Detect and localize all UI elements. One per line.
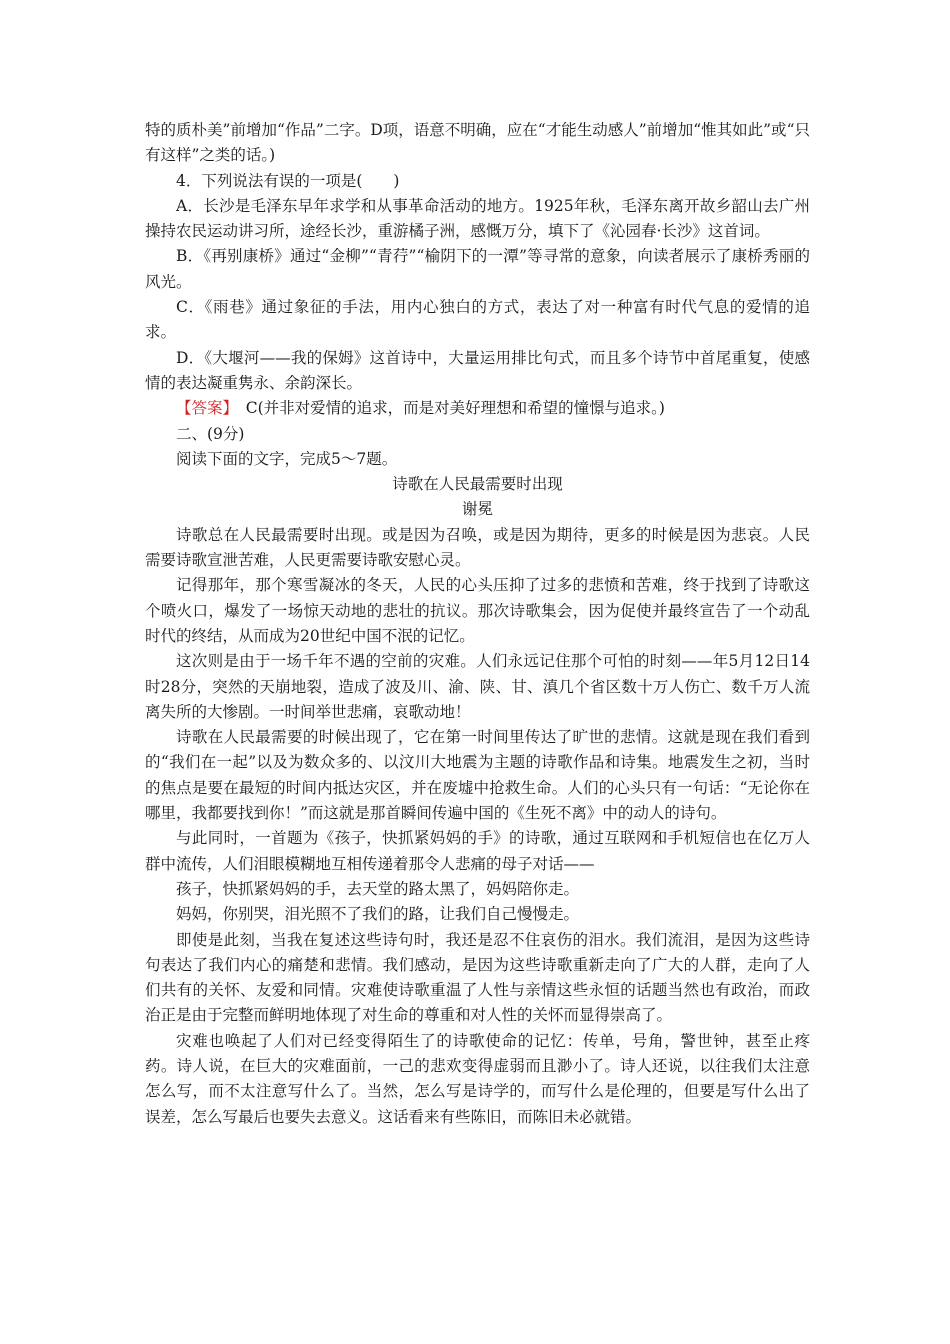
answer-tag: 【答案】 bbox=[176, 399, 231, 418]
article-paragraph: 与此同时，一首题为《孩子，快抓紧妈妈的手》的诗歌，通过互联网和手机短信也在亿万人群中流传，人们泪眼模糊地互相传递着那令人悲痛的母子对话—— bbox=[145, 829, 810, 873]
question-4: 4．下列说法有误的一项是( ) bbox=[176, 171, 400, 190]
article-title: 诗歌在人民最需要时出现 bbox=[392, 475, 563, 494]
article-paragraph: 即使是此刻，当我在复述这些诗句时，我还是忍不住哀伤的泪水。我们流泪，是因为这些诗句表达了我们内心的痛楚和悲情。我们感动，是因为这些诗歌重新走向了广大的人群，走向了人们共有的关怀、友爱和同情。灾难使诗歌重温了人性与亲情这些永恒的话题当然也有政治，而政治正是由于完整而鲜明地体现了对生命的尊重和对人性的关怀而显得崇高了。 bbox=[145, 930, 810, 1025]
option-d: D．《大堰河——我的保姆》这首诗中，大量运用排比句式，而且多个诗节中首尾重复，使感情的表达凝重隽永、余韵深长。 bbox=[145, 348, 810, 392]
poem-line: 孩子，快抓紧妈妈的手，去天堂的路太黑了，妈妈陪你走。 bbox=[176, 879, 580, 898]
article-author: 谢冕 bbox=[461, 500, 493, 519]
option-a: A．长沙是毛泽东早年求学和从事革命活动的地方。1925年秋，毛泽东离开故乡韶山去广州操持农民运动讲习所，途经长沙，重游橘子洲，感慨万分，填下了《沁园春·长沙》这首词。 bbox=[145, 196, 810, 241]
article-paragraph: 这次则是由于一场千年不遇的空前的灾难。人们永远记住那个可怕的时刻——年5月12日14时28分，突然的天崩地裂，造成了波及川、渝、陕、甘、滇几个省区数十万人伤亡、数千万人流离失所的大惨剧。一时间举世悲痛，哀歌动地！ bbox=[145, 652, 810, 721]
article-paragraph: 诗歌在人民最需要的时候出现了，它在第一时间里传达了旷世的悲情。这就是现在我们看到的“我们在一起”以及为数众多的、以汶川大地震为主题的诗歌作品和诗集。地震发生之初，当时的焦点是要在最短的时间内抵达灾区，并在废墟中抢救生命。人们的心头只有一句话：“无论你在哪里，我都要找到你！”而这就是那首瞬间传遍中国的《生死不离》中的动人的诗句。 bbox=[145, 728, 810, 823]
reading-instruction: 阅读下面的文字，完成5～7题。 bbox=[176, 449, 398, 468]
poem-line: 妈妈，你别哭，泪光照不了我们的路，让我们自己慢慢走。 bbox=[176, 905, 580, 924]
option-c: C．《雨巷》通过象征的手法，用内心独白的方式，表达了对一种富有时代气息的爱情的追求。 bbox=[145, 298, 810, 342]
document-page bbox=[145, 118, 810, 1130]
article-paragraph: 灾难也唤起了人们对已经变得陌生了的诗歌使命的记忆：传单，号角，警世钟，甚至止疼药。诗人说，在巨大的灾难面前，一己的悲欢变得虚弱而且渺小了。诗人还说，以往我们太注意怎么写，而不太注意写什么了。当然，怎么写是诗学的，而写什么是伦理的，但要是写什么出了误差，怎么写最后也要失去意义。这话看来有些陈旧，而陈旧未必就错。 bbox=[145, 1031, 810, 1126]
article-paragraph: 记得那年，那个寒雪凝冰的冬天，人民的心头压抑了过多的悲愤和苦难，终于找到了诗歌这个喷火口，爆发了一场惊天动地的悲壮的抗议。那次诗歌集会，因为促使并最终宣告了一个动乱时代的终结，从而成为20世纪中国不泯的记忆。 bbox=[145, 576, 810, 645]
section-heading: 二、(9分) bbox=[176, 424, 245, 443]
option-b: B．《再别康桥》通过“金柳”“青荇”“榆阴下的一潭”等寻常的意象，向读者展示了康桥秀丽的风光。 bbox=[145, 247, 810, 291]
prev-explanation: 特的质朴美”前增加“作品”二字。D项，语意不明确，应在“才能生动感人”前增加“惟其如此”或“只有这样”之类的话。) bbox=[145, 121, 810, 165]
article-paragraph: 诗歌总在人民最需要时出现。或是因为召唤，或是因为期待，更多的时候是因为悲哀。人民需要诗歌宣泄苦难，人民更需要诗歌安慰心灵。 bbox=[145, 525, 810, 570]
answer-text: C(并非对爱情的追求，而是对美好理想和希望的憧憬与追求。) bbox=[230, 399, 665, 418]
answer-line bbox=[145, 396, 810, 421]
